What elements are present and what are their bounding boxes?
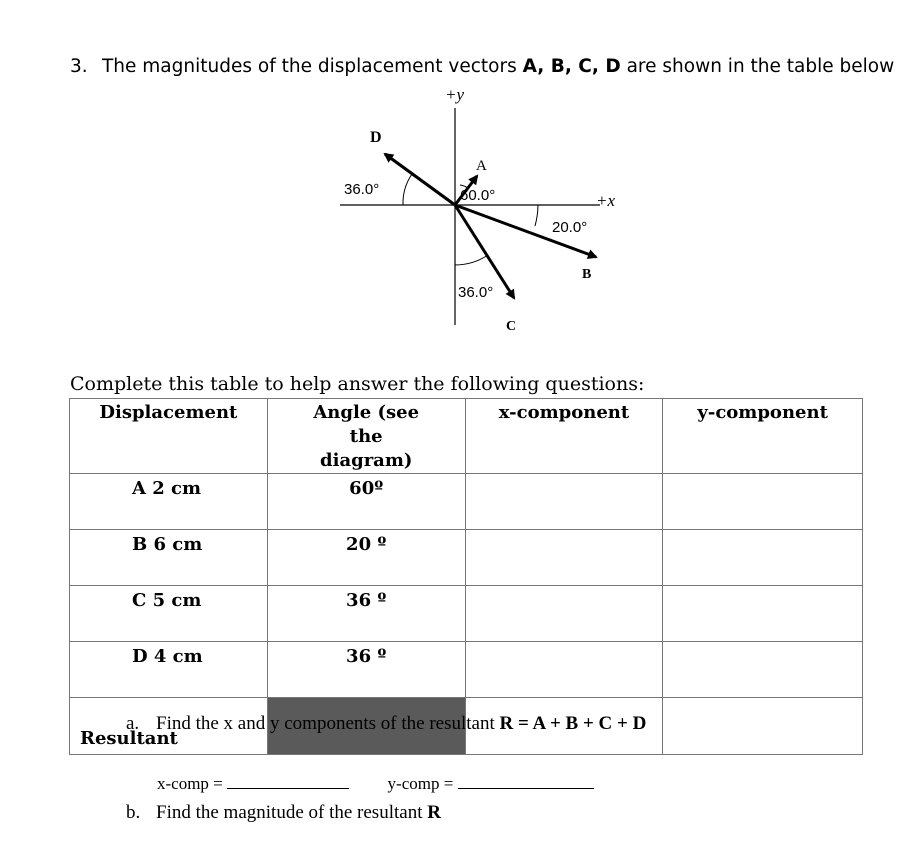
row-a-x-input[interactable] [465,474,663,530]
row-d-displacement: D 4 cm [70,642,268,698]
row-b-x-input[interactable] [465,530,663,586]
header-displacement: Displacement [70,399,268,474]
question-text-before: The magnitudes of the displacement vectors [102,56,523,77]
row-a-y-input[interactable] [663,474,863,530]
x-axis-label: +x [596,191,616,210]
table-row [70,530,863,586]
vector-diagram [300,80,640,340]
part-a-label: a. [126,713,140,734]
question-number: 3. [70,56,88,77]
vector-d-label: D [370,129,382,146]
angle-c-label: 36.0° [458,284,494,301]
row-d-y-input[interactable] [663,642,863,698]
angle-c-arc [455,255,488,265]
y-axis-label: +y [445,85,465,104]
part-b [126,802,441,824]
table-intro: Complete this table to help answer the following questions: [70,373,645,395]
table-row [70,474,863,530]
row-b-displacement: B 6 cm [70,530,268,586]
row-c-x-input[interactable] [465,586,663,642]
component-answers [157,774,594,794]
row-d-x-input[interactable] [465,642,663,698]
angle-b-arc [535,205,538,226]
resultant-y-input[interactable] [663,698,863,755]
ycomp-blank[interactable] [458,774,594,789]
vector-table [69,398,863,755]
header-x-component: x-component [465,399,663,474]
vector-b-label: B [582,267,592,282]
vector-c-label: C [506,319,517,334]
xcomp-label: x-comp = [157,774,223,793]
part-a [126,713,646,735]
angle-b-label: 20.0° [552,219,588,236]
row-c-angle: 36 º [267,586,465,642]
vector-a-label: A [476,158,487,174]
vector-d-arrow [385,154,455,205]
part-b-label: b. [126,802,141,823]
table-row [70,642,863,698]
xcomp-blank[interactable] [227,774,349,789]
part-b-bold: R [427,802,441,823]
table-row [70,586,863,642]
resultant-label: Resultant [70,698,268,755]
table-header-row [70,399,863,474]
row-c-y-input[interactable] [663,586,863,642]
part-a-text: Find the x and y components of the resultant [156,713,500,734]
row-c-displacement: C 5 cm [70,586,268,642]
question-heading [70,56,894,77]
row-a-displacement: A 2 cm [70,474,268,530]
question-vectors: A, B, C, D [522,56,621,77]
question-text-after: are shown in the table below [620,56,895,77]
ycomp-label: y-comp = [387,774,454,793]
angle-d-arc [403,174,412,205]
row-b-y-input[interactable] [663,530,863,586]
row-a-angle: 60º [267,474,465,530]
header-angle: Angle (see the diagram) [267,399,465,474]
angle-a-label: 60.0° [460,187,496,204]
angle-d-label: 36.0° [344,181,380,198]
header-y-component: y-component [663,399,863,474]
row-b-angle: 20 º [267,530,465,586]
row-d-angle: 36 º [267,642,465,698]
part-b-text: Find the magnitude of the resultant [156,802,428,823]
part-a-equation: R = A + B + C + D [499,713,647,734]
